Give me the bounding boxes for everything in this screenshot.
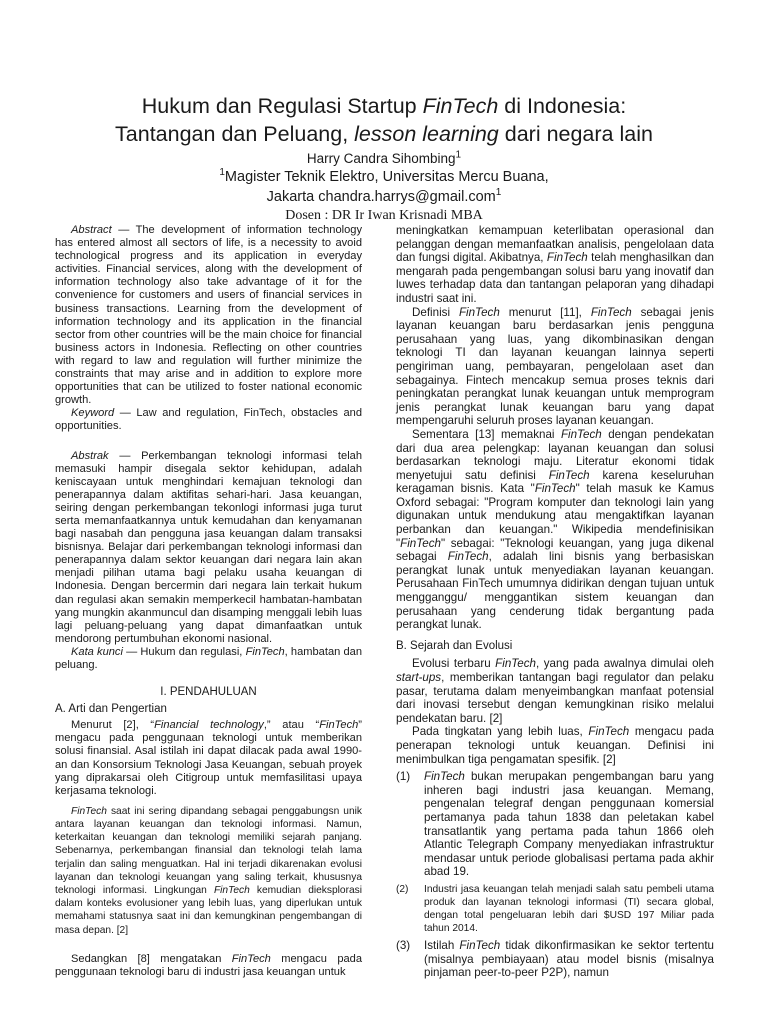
list-item-number: (3) <box>396 938 411 952</box>
right-column <box>396 224 714 980</box>
right-paragraph-4: Evolusi terbaru FinTech, yang pada awalnya dimulai oleh start-ups, memberikan tantangan bagi regulator dan pelaku pasar, terutama dalam menyeimbangkan manfaat potensial dari inovasi tersebut dengan kemungkinan risiko melalui pendekatan baru. [2] <box>396 657 714 725</box>
list-item <box>396 770 714 879</box>
paper-title-line-1: Hukum dan Regulasi Startup FinTech di Indonesia: <box>141 94 627 118</box>
subsection-title-a: A. Arti dan Pengertian <box>55 703 167 716</box>
lecturer-line: Dosen : DR Ir Iwan Krisnadi MBA <box>285 208 483 223</box>
pendahuluan-paragraph-2: FinTech saat ini sering dipandang sebagai penggabungsn unik antara layanan keuangan dan teknologi informasi. Namun, keterkaitan keuangan dan teknologi memiliki sejarah panjang. Sebenarnya, perkembangan finansial dan teknologi telah lama terjalin dan saling menguatkan. Hal ini terjadi dikarenakan evolusi layanan dan teknologi keuangan yang saling terkait, khususnya teknologi informasi. Lingkungan FinTech kemudian dieksplorasi dalam konteks evolusioner yang lebih luas, yang diperlukan untuk memahami statusnya saat ini dan kemungkinan pengembangan di masa depan. [2] <box>55 805 362 936</box>
list-item <box>396 939 714 980</box>
paper-title-line-2: Tantangan dan Peluang, lesson learning dari negara lain <box>115 122 653 146</box>
list-item-text: Industri jasa keuangan telah menjadi salah satu pembeli utama produk dan layanan teknologi informasi (TI) secara global, dengan total pengeluaran lebih dari $USD 197 Miliar pada tahun 2014. <box>424 883 714 934</box>
left-column <box>55 224 362 979</box>
list-item-number: (2) <box>396 883 409 895</box>
abstrak-paragraph: Abstrak — Perkembangan teknologi informasi telah memasuki hampir disegala sektor kehidupan, adalah keniscayaan untuk menghindari kemajuan teknologi dan penerapannya dalam aktifitas sehari-hari. Jasa keuangan, seiring dengan perkembangan tekonlogi informasi juga turut serta memanfaatkannya untuk kemudahan dan kenyamanan bagi nasabah dan pengguna jasa keuangan dalam transaksi bisnisnya. Belajar dari perkembangan teknologi informasi dan penerapannya dalam sektor keuangan dari negara lain akan menjadi pilihan utama bagi pelaku usaha keuangan di Indonesia. Dengan bercermin dari negara lain terkait hukum dan regulasi akan semakin memperkecil hambatan-hambatan yang mungkin akanmuncul dan disamping menggali lebih luas lagi peluang-peluang yang dapat dimanfaatkan untuk mendorong pertumbuhan ekonomi nasional. <box>55 449 362 645</box>
right-paragraph-2: Definisi FinTech menurut [11], FinTech sebagai jenis layanan keuangan baru berdasarkan jenis pengguna perusahaan yang luas, yang dikombinasikan dengan teknologi TI dan layanan keuangan lainnya seperti pengiriman uang, pembayaran, pengelolaan aset dan sebagainya. Fintech mencakup semua proses teknis dari peningkatan perangkat lunak keuangan untuk memprogram jenis perangkat lunak keuangan baru yang dapat mempengaruhi seluruh proses layanan keuangan. <box>396 305 714 428</box>
section-title-pendahuluan: I. PENDAHULUAN <box>160 686 257 699</box>
author-affiliation: $^1$Magister Teknik Elektro, Universitas Mercu Buana, <box>219 167 549 185</box>
right-paragraph-1: meningkatkan kemampuan keterlibatan operasional dan pelanggan dengan memanfaatkan analisis, pengelolaan data dan fungsi digital. Akibatnya, FinTech telah menghasilkan dan mengarah pada pengembangan solusi baru yang inovatif dan luwes terhadap data dan tantangan pelaporan yang dihadapi industri saat ini. <box>396 224 714 305</box>
pendahuluan-paragraph-3: Sedangkan [8] mengatakan FinTech mengacu pada penggunaan teknologi baru di industri jasa keuangan untuk <box>55 952 362 978</box>
abstract-paragraph: Abstract — The development of information technology has entered almost all sectors of life, is a necessity to avoid technological progress and its application in everyday activities. Financial services, along with the development of information technology also take advantage of it for the convenience for customers and users of financial services in business transactions. Learning from the development of information technology and its application in the financial sector from other countries will be the main choice for financial business actors in Indonesia. Reflecting on other countries with regard to law and regulation will further minimize the constraints that may arise and in addition to explore more opportunities that can be utilized to foster national economic growth. <box>55 224 362 407</box>
paper-header <box>0 92 768 225</box>
keyword-paragraph: Keyword — Law and regulation, FinTech, obstacles and opportunities. <box>55 407 362 433</box>
list-item <box>396 883 714 935</box>
list-item-text: Istilah FinTech tidak dikonfirmasikan ke sektor tertentu (misalnya pembiayaan) atau model bisnis (misalnya pinjaman peer-to-peer P2P), namun <box>424 938 714 980</box>
author-name: Harry Candra Sihombing$^1$ <box>306 149 462 166</box>
list-item-text: FinTech bukan merupakan pengembangan baru yang inheren bagi industri jasa keuangan. Memang, pengenalan telegraf dengan penggunaan komersial pertamanya pada tahun 1838 dan peletakan kabel transatlantik yang pertama pada tahun 1866 oleh Atlantic Telegraph Company menyediakan infrastruktur mendasar untuk periode globalisasi pertama pada akhir abad 19. <box>424 770 714 879</box>
pendahuluan-paragraph-1: Menurut [2], “Financial technology,” atau “FinTech” mengacu pada penggunaan teknologi untuk memberikan solusi finansial. Asal istilah ini dapat dilacak pada awal 1990-an dan Konsorsium Teknologi Jasa Keuangan, sebuah proyek yang diprakarsai oleh Citigroup untuk memfasilitasi upaya kerjasama teknologi. <box>55 719 362 797</box>
right-paragraph-5: Pada tingkatan yang lebih luas, FinTech mengacu pada penerapan teknologi untuk keuangan. Definisi ini menimbulkan tiga pengamatan spesifik. [2] <box>396 725 714 766</box>
author-location-email: Jakarta chandra.harrys@gmail.com$^1$ <box>266 187 502 205</box>
right-paragraph-3: Sementara [13] memaknai FinTech dengan pendekatan dari dua area pelengkap: layanan keuangan dan solusi berdasarkan teknologi maju. Literatur ekonomi tidak menyetujui satu definisi FinTech karena keseluruhan keragaman bisnis. Kata "FinTech" telah masuk ke Kamus Oxford sebagai: "Program komputer dan teknologi lain yang digunakan untuk mendukung atau mengaktifkan layanan perbankan dan keuangan." Wikipedia mendefinisikan "FinTech" sebagai: "Teknologi keuangan, yang juga dikenal sebagai FinTech, adalah lini bisnis yang berbasiskan perangkat lunak untuk menyediakan layanan keuangan. Perusahaan FinTech umumnya didirikan dengan tujuan untuk mengganggu/ menggantikan sistem keuangan dan perusahaan yang cenderung tidak bergantung pada perangkat lunak. <box>396 427 715 632</box>
kata-kunci-paragraph: Kata kunci — Hukum dan regulasi, FinTech, hambatan dan peluang. <box>55 645 362 671</box>
list-item-number: (1) <box>396 770 411 784</box>
subsection-title-b: B. Sejarah dan Evolusi <box>396 639 513 652</box>
